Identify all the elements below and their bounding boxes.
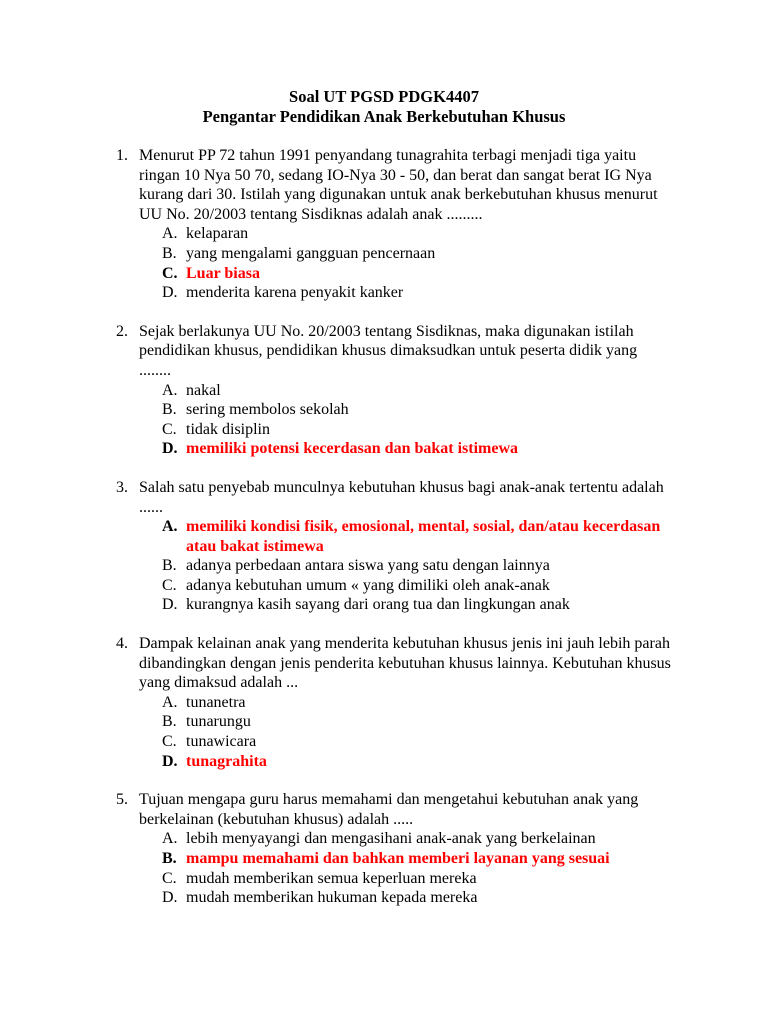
- option-list: [0, 693, 768, 771]
- question-text: Menurut PP 72 tahun 1991 penyandang tunagrahita terbagi menjadi tiga yaitu ringan 10 Nya 50 70, sedang IO-Nya 30 - 50, dan berat dan sangat berat IG Nya kurang dari 30. Istilah yang digunakan untuk anak berkebutuhan khusus menurut UU No. 20/2003 tentang Sisdiknas adalah anak .........: [139, 147, 658, 223]
- question-number: 5.: [116, 791, 128, 809]
- option-item: [0, 244, 768, 264]
- option-text: sering membolos sekolah: [186, 401, 349, 419]
- option-text: mudah memberikan hukuman kepada mereka: [186, 889, 478, 907]
- option-item: [0, 381, 768, 401]
- option-letter: C.: [162, 733, 177, 751]
- option-item-correct: [0, 849, 768, 869]
- option-letter: D.: [162, 889, 178, 907]
- option-letter: C.: [162, 420, 177, 438]
- question-item: [0, 146, 768, 303]
- question-item: [0, 634, 768, 771]
- option-text: kurangnya kasih sayang dari orang tua dan lingkungan anak: [186, 596, 570, 614]
- option-letter: D.: [162, 752, 178, 770]
- option-letter: D.: [162, 284, 178, 302]
- option-list: [0, 224, 768, 302]
- option-item: [0, 732, 768, 752]
- question-item: [0, 790, 768, 908]
- option-text-answer: memiliki potensi kecerdasan dan bakat istimewa: [186, 440, 519, 458]
- option-text: nakal: [186, 381, 221, 399]
- option-text: tunawicara: [186, 733, 257, 751]
- option-text-answer: memiliki kondisi fisik, emosional, mental, sosial, dan/atau kecerdasan atau bakat istimewa: [186, 518, 661, 555]
- option-letter: B.: [162, 244, 177, 262]
- option-text: adanya perbedaan antara siswa yang satu dengan lainnya: [186, 557, 550, 575]
- option-letter: B.: [162, 401, 177, 419]
- option-text-answer: tunagrahita: [186, 752, 267, 770]
- question-number: 2.: [116, 322, 128, 340]
- option-item-correct: [0, 264, 768, 284]
- option-letter: D.: [162, 440, 178, 458]
- option-letter: C.: [162, 869, 177, 887]
- option-letter: A.: [162, 830, 178, 848]
- option-letter: B.: [162, 713, 177, 731]
- option-list: [0, 517, 768, 615]
- option-letter: A.: [162, 225, 178, 243]
- option-letter: C.: [162, 264, 178, 282]
- question-number: 4.: [116, 635, 128, 653]
- question-number: 1.: [116, 147, 128, 164]
- option-item: [0, 595, 768, 615]
- option-text: lebih menyayangi dan mengasihani anak-anak yang berkelainan: [186, 830, 596, 848]
- question-item: [0, 478, 768, 615]
- option-item: [0, 420, 768, 440]
- question-text: Tujuan mengapa guru harus memahami dan mengetahui kebutuhan anak yang berkelainan (kebutuhan khusus) adalah .....: [139, 791, 639, 828]
- option-text: tunanetra: [186, 693, 246, 711]
- option-letter: D.: [162, 596, 178, 614]
- option-item: [0, 224, 768, 244]
- option-text: adanya kebutuhan umum « yang dimiliki oleh anak-anak: [186, 576, 550, 594]
- option-item: [0, 693, 768, 713]
- option-text-answer: Luar biasa: [186, 264, 260, 282]
- option-item-correct: [0, 439, 768, 459]
- option-item: [0, 556, 768, 576]
- question-text: Salah satu penyebab munculnya kebutuhan khusus bagi anak-anak tertentu adalah ......: [139, 478, 664, 516]
- option-text: yang mengalami gangguan pencernaan: [186, 244, 436, 262]
- option-letter: B.: [162, 557, 177, 575]
- document-subtitle: Pengantar Pendidikan Anak Berkebutuhan Khusus: [202, 107, 566, 126]
- option-text: mudah memberikan semua keperluan mereka: [186, 869, 477, 887]
- option-item-correct: [0, 517, 768, 556]
- option-text: tunarungu: [186, 713, 251, 731]
- option-letter: A.: [162, 518, 178, 536]
- option-item-correct: [0, 752, 768, 772]
- option-list: [0, 381, 768, 459]
- option-item: [0, 400, 768, 420]
- option-letter: C.: [162, 576, 177, 594]
- document-title: Soal UT PGSD PDGK4407: [289, 87, 479, 106]
- option-item: [0, 712, 768, 732]
- option-list: [0, 829, 768, 907]
- option-item: [0, 576, 768, 596]
- option-item: [0, 888, 768, 908]
- question-list: [0, 146, 768, 927]
- option-item: [0, 283, 768, 303]
- question-text: Sejak berlakunya UU No. 20/2003 tentang Sisdiknas, maka digunakan istilah pendidikan khusus, pendidikan khusus dimaksudkan untuk peserta didik yang ........: [139, 322, 638, 379]
- option-text: kelaparan: [186, 225, 249, 243]
- question-text: Dampak kelainan anak yang menderita kebutuhan khusus jenis ini jauh lebih parah dibandingkan dengan jenis penderita kebutuhan khusus lainnya. Kebutuhan khusus yang dimaksud adalah ...: [139, 635, 671, 692]
- question-number: 3.: [116, 478, 128, 496]
- option-item: [0, 829, 768, 849]
- option-text-answer: mampu memahami dan bahkan memberi layanan yang sesuai: [186, 850, 610, 867]
- option-letter: A.: [162, 693, 178, 711]
- question-item: [0, 322, 768, 459]
- option-text: tidak disiplin: [186, 420, 270, 438]
- option-text: menderita karena penyakit kanker: [186, 284, 404, 302]
- option-letter: A.: [162, 381, 178, 399]
- option-letter: B.: [162, 850, 177, 867]
- option-item: [0, 869, 768, 889]
- document-header: [0, 87, 768, 127]
